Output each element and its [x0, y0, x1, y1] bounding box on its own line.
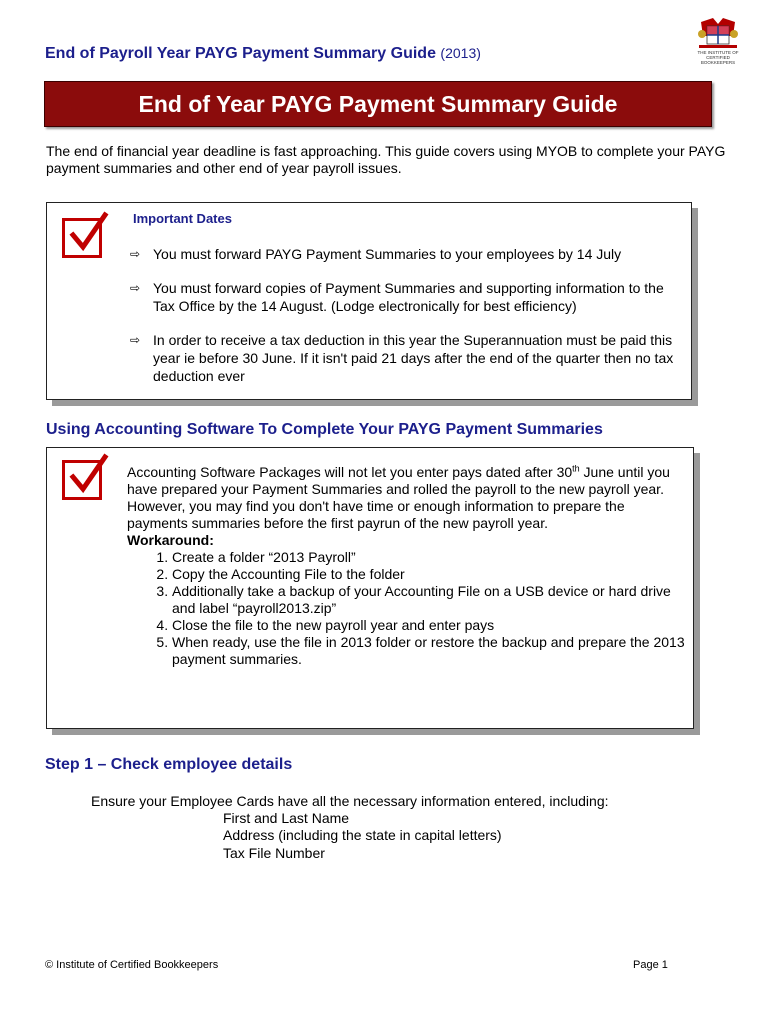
step1-field: Tax File Number [223, 845, 325, 861]
list-item: 1. Create a folder “2013 Payroll” [172, 549, 687, 566]
software-para1-a: Accounting Software Packages will not let you enter pays dated after 30 [127, 464, 573, 480]
step1-field: First and Last Name [223, 810, 350, 826]
list-item: 3. Additionally take a backup of your Accounting File on a USB device or hard drive and label “payroll2013.zip” [172, 583, 687, 617]
institute-logo [693, 14, 743, 70]
footer-page-number: Page 1 [633, 959, 668, 971]
banner-title: End of Year PAYG Payment Summary Guide [44, 81, 712, 127]
list-item-text: You must forward PAYG Payment Summaries to your employees by 14 July [153, 246, 622, 262]
header-title: End of Payroll Year PAYG Payment Summary Guide [45, 45, 436, 62]
document-header [45, 45, 481, 63]
checkbox-icon [62, 460, 102, 500]
footer-copyright: © Institute of Certified Bookkeepers [45, 959, 219, 971]
software-content [127, 464, 687, 668]
workaround-steps [127, 549, 687, 668]
list-item: 5. When ready, use the file in 2013 folder or restore the backup and prepare the 2013 payment summaries. [172, 634, 687, 668]
software-paragraph-1 [127, 464, 687, 498]
intro-paragraph: The end of financial year deadline is fast approaching. This guide covers using MYOB to complete your PAYG payment summaries and other end of year payroll issues. [46, 143, 726, 176]
arrow-right-icon: ⇨ [130, 247, 141, 261]
arrow-right-icon: ⇨ [130, 333, 141, 347]
list-item-text: In order to receive a tax deduction in this year the Superannuation must be paid this year ie before 30 June. If it isn't paid 21 days after the end of the quarter then no tax deduction ever [153, 332, 674, 384]
list-item: 2. Copy the Accounting File to the folder [172, 566, 687, 583]
list-item: 4. Close the file to the new payroll year and enter pays [172, 617, 687, 634]
list-item-text: You must forward copies of Payment Summaries and supporting information to the Tax Office by the 14 August. (Lodge electronically for best efficiency) [153, 280, 664, 314]
arrow-right-icon: ⇨ [130, 281, 141, 295]
checkbox-icon [62, 218, 102, 258]
workaround-label: Workaround: [127, 532, 214, 548]
software-para1-b: June until you have prepared your Payment Summaries and rolled the payroll to the new payroll year. [127, 464, 670, 497]
software-paragraph-2: However, you may find you don't have time or enough information to prepare the payments summaries before the first payrun of the new payroll year. [127, 498, 625, 531]
step1-field: Address (including the state in capital letters) [223, 827, 502, 843]
header-year: (2013) [440, 45, 481, 61]
logo-caption: THE INSTITUTE OF CERTIFIED BOOKKEEPERS [697, 50, 739, 65]
section-title-step1: Step 1 – Check employee details [45, 756, 293, 773]
important-dates-title: Important Dates [133, 211, 232, 226]
step1-lead: Ensure your Employee Cards have all the necessary information entered, including: [91, 793, 609, 809]
ordinal-suffix: th [572, 463, 580, 474]
section-title-software: Using Accounting Software To Complete Your PAYG Payment Summaries [46, 421, 603, 438]
